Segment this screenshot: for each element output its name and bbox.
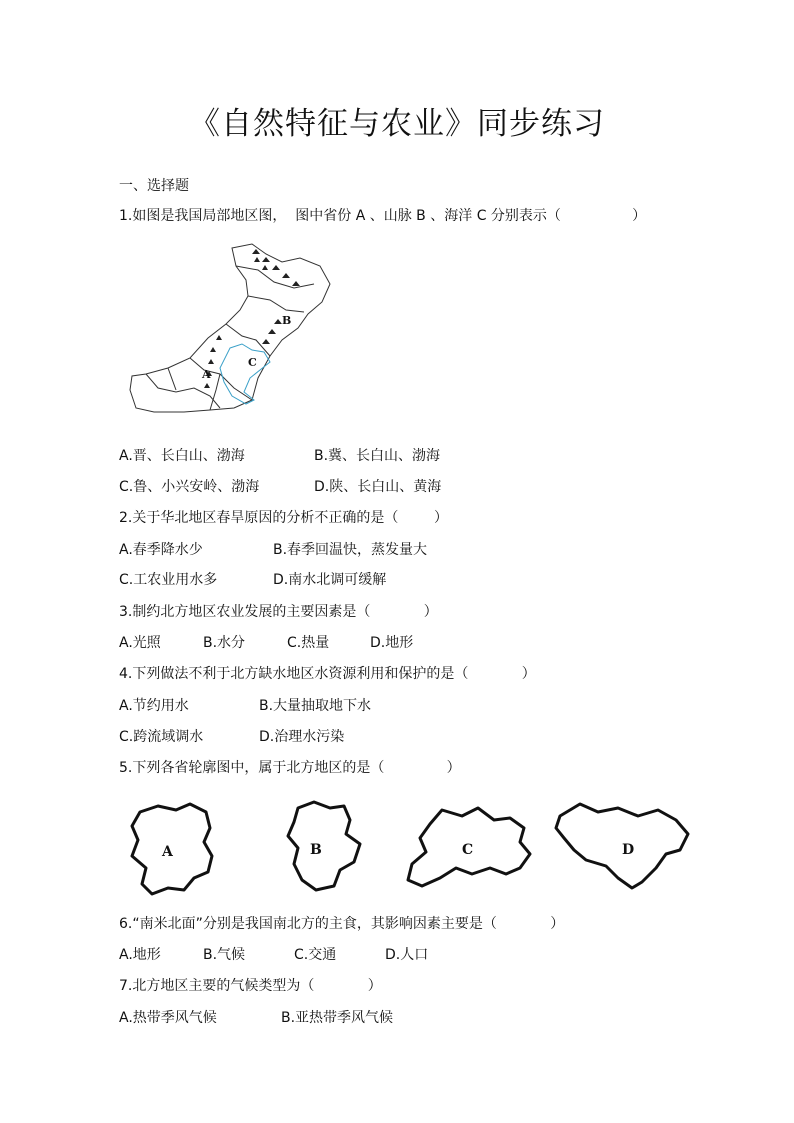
mountain-range-b: [252, 249, 300, 344]
q7-option-a: A.热带季风气候: [119, 1010, 217, 1026]
q1-option-b: B.冀、长白山、渤海: [314, 448, 441, 464]
q1-option-d: D.陕、长白山、黄海: [314, 479, 442, 495]
q2-option-a: A.春季降水少: [119, 542, 203, 558]
q6-option-c: C.交通: [294, 947, 337, 963]
question-6-stem: 6.“南米北面”分别是我国南北方的主食，其影响因素主要是（ ）: [119, 916, 565, 932]
regional-map-figure: [124, 240, 334, 415]
q2-option-d: D.南水北调可缓解: [273, 572, 387, 588]
q3-option-d: D.地形: [370, 635, 414, 651]
q1-option-c: C.鲁、小兴安岭、渤海: [119, 479, 260, 495]
map-label-a: A: [202, 368, 211, 381]
q4-option-c: C.跨流域调水: [119, 729, 204, 745]
question-3-stem: 3.制约北方地区农业发展的主要因素是（ ）: [119, 604, 438, 620]
page-title: 《自然特征与农业》同步练习: [189, 106, 605, 142]
q3-option-b: B.水分: [203, 635, 246, 651]
section-heading: 一、选择题: [119, 178, 189, 194]
question-4-stem: 4.下列做法不利于北方缺水地区水资源利用和保护的是（ ）: [119, 666, 536, 682]
q4-option-d: D.治理水污染: [259, 729, 345, 745]
question-7-stem: 7.北方地区主要的气候类型为（ ）: [119, 978, 382, 994]
q3-option-a: A.光照: [119, 635, 161, 651]
outline-label-a: A: [162, 844, 173, 860]
q7-option-b: B.亚热带季风气候: [281, 1010, 394, 1026]
map-outline: [130, 244, 330, 412]
outline-label-c: C: [462, 842, 474, 858]
q3-option-c: C.热量: [287, 635, 330, 651]
question-5-stem: 5.下列各省轮廓图中，属于北方地区的是（ ）: [119, 760, 461, 776]
outline-label-b: B: [310, 842, 322, 858]
q6-option-a: A.地形: [119, 947, 161, 963]
q1-option-a: A.晋、长白山、渤海: [119, 448, 245, 464]
province-outlines-figure: [118, 794, 708, 900]
q6-option-d: D.人口: [385, 947, 429, 963]
q2-option-c: C.工农业用水多: [119, 572, 218, 588]
map-label-b: B: [282, 314, 292, 327]
question-1-stem: 1.如图是我国局部地区图， 图中省份 A 、山脉 B 、海洋 C 分别表示（ ）: [119, 208, 647, 224]
q6-option-b: B.气候: [203, 947, 246, 963]
map-label-c: C: [248, 356, 257, 369]
question-2-stem: 2.关于华北地区春旱原因的分析不正确的是（ ）: [119, 510, 448, 526]
q4-option-a: A.节约用水: [119, 698, 189, 714]
outline-b: [288, 802, 360, 890]
q2-option-b: B.春季回温快，蒸发量大: [273, 542, 428, 558]
q4-option-b: B.大量抽取地下水: [259, 698, 372, 714]
outline-label-d: D: [622, 842, 635, 858]
